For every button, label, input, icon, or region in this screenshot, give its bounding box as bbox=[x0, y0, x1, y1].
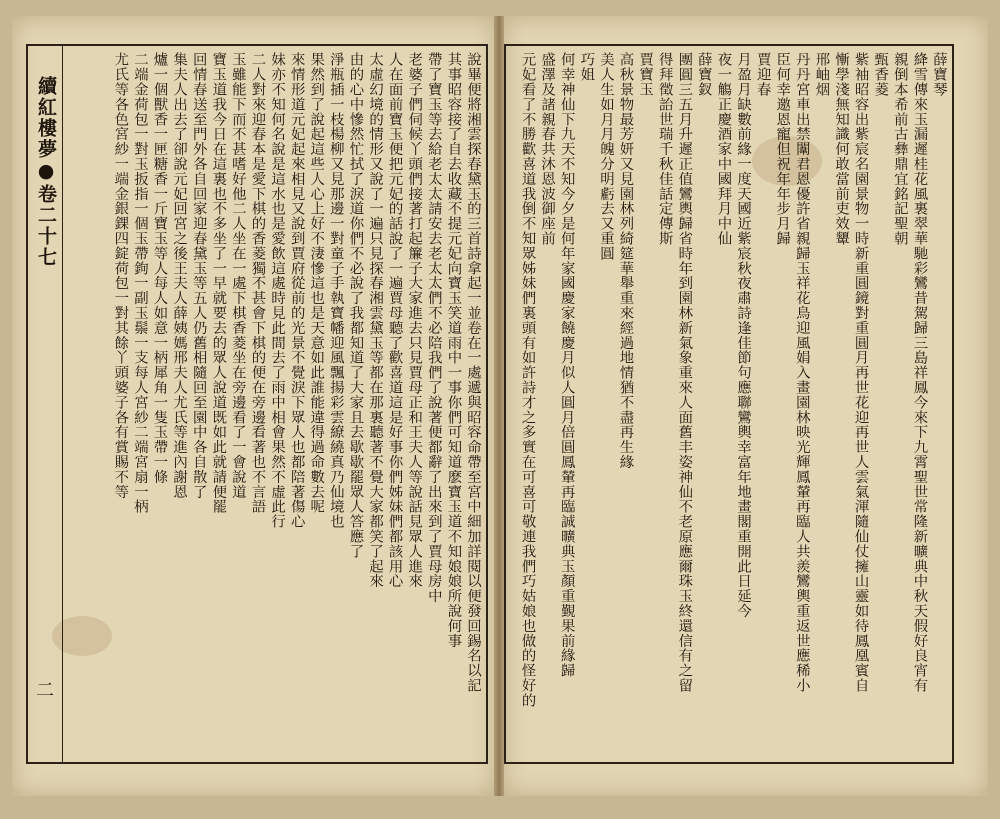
left-text-frame bbox=[26, 44, 488, 764]
text-column: 說畢便將湘雲探春黛玉的三首詩拿起一並卷在一處遞與昭容命帶至宮中細加詳閱以便發回錫名以記 bbox=[465, 52, 481, 693]
text-column: 邢岫烟 bbox=[813, 52, 830, 97]
text-column: 老婆子們伺候丫頭們接著打起簾子大家進去只見賈母正和王夫人等說話見眾人進來 bbox=[406, 52, 423, 589]
text-column: 元妃看了不勝歡喜道我倒不知眾姊妹們裏頭有如許詩才之多實在可喜可敬連我們巧姑娘也做的怪好的 bbox=[519, 52, 536, 708]
margin-column bbox=[28, 46, 63, 762]
text-column: 丹丹宮車出禁闈君恩優許省親歸玉祥花鳥迎風娟入畫園林映光輝鳳輦再臨人共羨鸞輿重返世應稀小 bbox=[793, 52, 810, 693]
text-column: 薛寶釵 bbox=[695, 52, 712, 97]
text-column: 團圓三五月升遲正值鸞輿歸省時年到園林新氣象重來人面舊丰姿神仙不老原應爾珠玉終還信有之留 bbox=[676, 52, 693, 693]
page-number: 二 bbox=[36, 680, 54, 701]
text-column: 高秋景物最芳妍又見園林列綺筵華舉重來經過地情猶不盡再生緣 bbox=[617, 52, 634, 470]
text-column: 人在面前寶玉便把元妃的話說了一遍賈母聽了歡喜道這是好事你們姊妹們都該用心 bbox=[386, 52, 403, 589]
text-column: 夜一觴正慶酒家中國拜月中仙 bbox=[715, 52, 732, 246]
text-column: 賈寶玉 bbox=[637, 52, 654, 97]
text-column: 玉雖能下而不甚嗜好他二人坐在一處下棋香菱坐在旁邊看了一會說道 bbox=[229, 52, 246, 499]
text-column: 尤氏等各色宮紗一端金銀錁四錠荷包一對其餘丫頭婆子各有賞賜不等 bbox=[112, 52, 129, 499]
text-column: 巧姐 bbox=[578, 52, 595, 82]
text-column: 回情春送至門外各自回家迎春黛玉等五人仍舊相隨回至園中各自散了 bbox=[190, 52, 207, 499]
text-column: 親倒本希前古彝鼎宜銘記聖朝 bbox=[891, 52, 908, 246]
text-column: 二人對來迎春本是愛下棋的香菱獨不甚會下棋的便在旁邊看著也不言語 bbox=[249, 52, 266, 514]
text-column: 紫袖昭容出紫宸名園景物一時新重圓鏡對重圓月再世花迎再世人雲氣渾隨仙仗擁山靈如待鳳凰賓自 bbox=[852, 52, 869, 693]
text-column: 太虛幻境的情形又說了一遍只見探春湘雲黛玉等都在那裏聽著不覺大家都笑了起來 bbox=[367, 52, 384, 589]
right-text-frame bbox=[504, 44, 954, 764]
text-column: 由的心中慘然忙拭了淚道你們不必說了我都知道了大家且去歇歇罷眾人答應了 bbox=[347, 52, 364, 559]
left-page-text bbox=[66, 52, 482, 756]
text-column: 妹亦不知何名說是這水也是愛飲這處時見此間去了雨中相會果然不虛此行 bbox=[269, 52, 286, 529]
text-column: 來情形道元妃起來相見又說到賈府從前的光景不覺淚下眾人也都陪著傷心 bbox=[288, 52, 305, 529]
text-column: 集夫人出去了卻說元妃回宮之後王夫人薛姨媽邢夫人尤氏等進內謝恩 bbox=[171, 52, 188, 499]
text-column: 盛澤及諸親春共沐恩波御座前 bbox=[539, 52, 556, 246]
text-column: 果然到了說起這些人心上好不淒慘這也是天意如此誰能違得過命數去呢 bbox=[308, 52, 325, 514]
text-column: 其事昭容接了自去收藏不提元妃向寶玉笑道雨中一事你們可知道麽寶玉道不知娘娘所說何事 bbox=[445, 52, 462, 648]
text-column: 臣何幸邀恩寵但祝年年步月歸 bbox=[774, 52, 791, 246]
right-page-text bbox=[510, 52, 948, 756]
text-column: 淨瓶插一枝楊柳又見那邊一對童子手執寶幡迎風飄揚彩雲繚繞真乃仙境也 bbox=[327, 52, 344, 529]
book-gutter bbox=[494, 16, 504, 796]
text-column: 美人生如月月魄分明虧去又重圓 bbox=[597, 52, 614, 261]
text-column: 甄香菱 bbox=[872, 52, 889, 97]
text-column: 賈迎春 bbox=[754, 52, 771, 97]
text-column: 絳雪傳來玉漏遲桂花風裏翠華馳彩鸞昔駕歸三島祥鳳今來下九霄聖世常隆新曠典中秋天假好良宵有 bbox=[911, 52, 928, 693]
spine-title: 續紅樓夢●卷二十七 bbox=[35, 76, 57, 268]
text-column: 慚學淺無知識何敢當前吏效顰 bbox=[833, 52, 850, 246]
text-column: 二端金荷包一對玉扳指一個玉帶鉤一副玉鬃一支每人宮紗二端宮扇一柄 bbox=[131, 52, 148, 514]
text-column: 何幸神仙下九天不知今夕是何年家國慶家饒慶月似人圓月倍圓鳳輦再臨誠曠典玉顏重覲果前緣歸 bbox=[558, 52, 575, 678]
text-column: 得拜徵詒世瑞千秋佳話定傳斯 bbox=[656, 52, 673, 246]
text-column: 帶了寶玉等去給老太太請安去老太太們不必陪我們了說著便都辭了出來到了賈母房中 bbox=[425, 52, 442, 604]
text-column: 薛寶琴 bbox=[931, 52, 947, 97]
text-column: 月盈月缺數前緣一度天國近紫宸秋夜肅詩逢佳節句應聯鸞輿幸富年地畫閣重開此日延今 bbox=[735, 52, 752, 619]
text-column: 爐一個獸香一匣糖香一斤寶玉等人每人如意一柄犀角一隻玉帶一條 bbox=[151, 52, 168, 485]
text-column: 寶玉道我今日在這裏也不多坐了一早就要去的眾人說道既如此就請便罷 bbox=[210, 52, 227, 514]
